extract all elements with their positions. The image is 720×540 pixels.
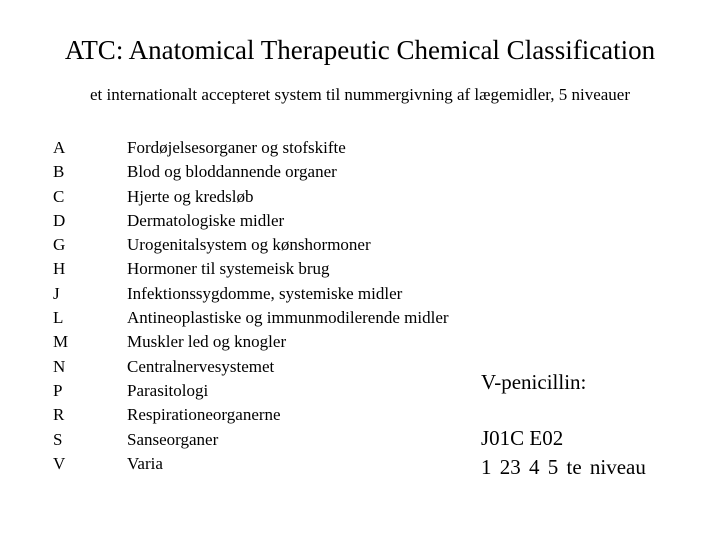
group-code: V bbox=[53, 453, 66, 473]
group-code: J bbox=[53, 283, 60, 303]
group-name: Varia bbox=[127, 453, 163, 473]
group-code: B bbox=[53, 162, 65, 182]
group-name: Fordøjelsesorganer og stofskifte bbox=[127, 138, 346, 157]
group-name: Blod og bloddannende organer bbox=[127, 162, 337, 182]
group-code: A bbox=[53, 138, 66, 157]
group-name: Urogenitalsystem og kønshormoner bbox=[127, 235, 371, 255]
example-level-numbers: 1 23 4 5 te niveau bbox=[481, 455, 646, 479]
group-code: M bbox=[53, 332, 69, 352]
group-code: L bbox=[53, 308, 64, 328]
group-code: S bbox=[53, 429, 63, 449]
group-name: Centralnervesystemet bbox=[127, 356, 275, 376]
group-name: Respirationeorganerne bbox=[127, 405, 281, 425]
group-code: D bbox=[53, 210, 66, 230]
group-code-column bbox=[53, 136, 83, 476]
example-drug-label: V-penicillin: bbox=[481, 370, 587, 394]
group-name: Hormoner til systemeisk brug bbox=[127, 259, 330, 279]
group-name: Sanseorganer bbox=[127, 429, 219, 449]
group-code: C bbox=[53, 186, 65, 206]
group-code: P bbox=[53, 380, 63, 400]
page-subtitle: et internationalt accepteret system til nummergivning af lægemidler, 5 niveauer bbox=[90, 85, 630, 104]
group-name: Infektionssygdomme, systemiske midler bbox=[127, 283, 403, 303]
group-code: N bbox=[53, 356, 66, 376]
group-name: Antineoplastiske og immunmodilerende midler bbox=[127, 308, 449, 328]
group-name: Muskler led og knogler bbox=[127, 332, 287, 352]
example-atc-code: J01C E02 bbox=[481, 426, 564, 450]
group-name: Parasitologi bbox=[127, 380, 209, 400]
group-code: G bbox=[53, 235, 66, 255]
group-code: H bbox=[53, 259, 66, 279]
group-name: Hjerte og kredsløb bbox=[127, 186, 254, 206]
group-name: Dermatologiske midler bbox=[127, 210, 285, 230]
page-title: ATC: Anatomical Therapeutic Chemical Classification bbox=[64, 35, 656, 65]
group-code: R bbox=[53, 405, 65, 425]
